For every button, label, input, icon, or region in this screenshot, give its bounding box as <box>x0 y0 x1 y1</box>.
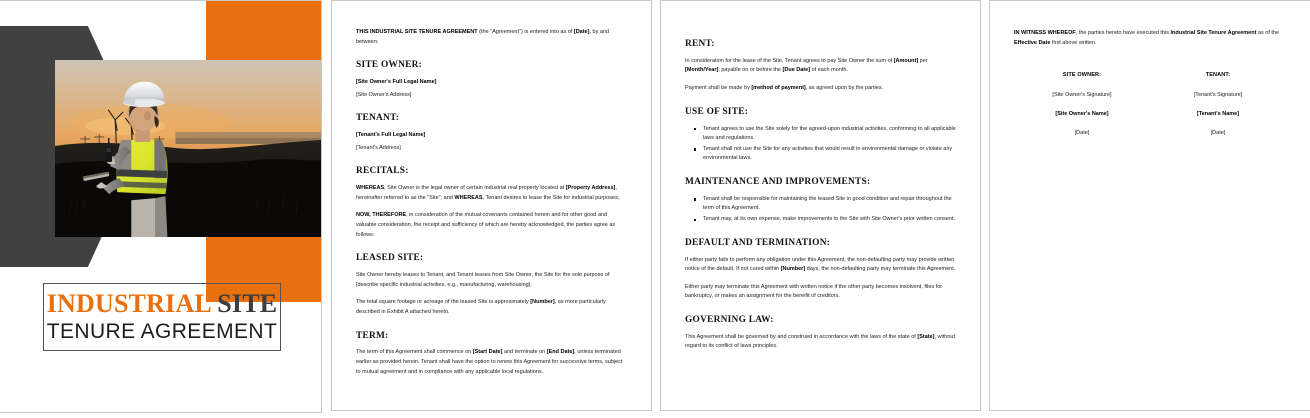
rent-text-1: In consideration for the lease of the Site, Tenant agrees to pay Site Owner the sum of <box>685 57 894 64</box>
rent-bold-amount: [Amount] <box>893 57 919 64</box>
payment-text-1: Payment shall be made by <box>685 85 752 92</box>
heading-default-and-termination: DEFAULT AND TERMINATION: <box>685 237 831 248</box>
heading-governing-law: GOVERNING LAW: <box>685 315 774 325</box>
heading-tenant: TENANT: <box>356 113 400 124</box>
intro-lead-bold: THIS INDUSTRIAL SITE TENURE AGREEMENT <box>356 29 478 35</box>
heading-term: TERM: <box>356 330 389 341</box>
signature-date-placeholder: [Date] <box>1074 130 1090 137</box>
rent-bold-period: [Month/Year] <box>685 67 719 74</box>
term-text-3: , unless terminated earlier as provided herein. Tenant shall have the option to renew this Agreement for successive terms, subject to mutual agreement and in compliance with any applicable local regulations. <box>356 349 623 375</box>
leased-site-bold-number: [Number] <box>530 299 555 306</box>
cover-orange-block-top <box>206 1 321 61</box>
cover-title-primary <box>47 290 278 317</box>
whereas-text-3: , Tenant desires to lease the Site for industrial purposes; <box>482 194 620 201</box>
intro-text-1: (the "Agreement") is entered into as of <box>477 29 574 35</box>
witness-bold-effective-date: Effective Date <box>1014 39 1051 46</box>
cover-title-subtitle: TENURE AGREEMENT <box>46 319 278 343</box>
heading-rent: RENT: <box>685 39 715 49</box>
signature-block <box>1014 72 1286 136</box>
payment-text-2: , as agreed upon by the parties. <box>805 85 884 92</box>
now-therefore-bold: NOW, THEREFORE <box>356 212 407 219</box>
document-page-1-cover[interactable] <box>0 0 322 413</box>
heading-recitals: RECITALS: <box>356 166 409 177</box>
signature-column-site-owner <box>1014 72 1150 136</box>
cover-layout <box>0 1 321 412</box>
governing-text-2: , without regard to its conflict of laws principles. <box>685 333 955 350</box>
rent-text-2: per <box>918 57 928 64</box>
witness-text-2: as of the <box>1256 30 1280 36</box>
recitals-now-therefore-paragraph <box>356 211 627 240</box>
list-item: Tenant shall not use the Site for any activities that would result in environmental damage or violate any environmental laws. <box>703 145 956 164</box>
leased-site-paragraph-1: Site Owner hereby leases to Tenant, and Tenant leases from Site Owner, the Site for the sole purpose of [describe specific industrial activities, e.g., manufacturing, warehousing]. <box>356 272 610 288</box>
document-page-3[interactable] <box>660 0 981 411</box>
site-owner-name-value: [Site Owner's Full Legal Name] <box>356 79 437 86</box>
term-text-1: The term of this Agreement shall commence on <box>356 349 473 356</box>
intro-bold-date: [Date] <box>573 29 590 35</box>
witness-text-1: , the parties hereto have executed this <box>1075 30 1171 36</box>
heading-site-owner: SITE OWNER: <box>356 60 423 71</box>
recitals-whereas-paragraph <box>356 184 627 203</box>
witness-text-3: first above written. <box>1050 39 1097 46</box>
default-text-2: days, the non-defaulting party may terminate this Agreement. <box>805 266 956 273</box>
tenant-name-value: [Tenant's Full Legal Name] <box>356 132 426 139</box>
payment-bold-method: [method of payment] <box>751 85 806 92</box>
governing-text-1: This Agreement shall be governed by and construed in accordance with the laws of the state of <box>685 333 918 340</box>
whereas-text-1: , Site Owner is the legal owner of certain industrial real property located at <box>384 185 566 192</box>
signature-line-placeholder: [Tenant's Signature] <box>1193 92 1243 99</box>
rent-text-4: of each month. <box>810 67 848 74</box>
whereas-bold-2: WHEREAS <box>454 194 483 201</box>
site-owner-address: [Site Owner's Address] <box>356 91 412 98</box>
page-2-body <box>356 28 627 385</box>
cover-title-box <box>43 283 281 351</box>
default-text-1: If either party fails to perform any obligation under this Agreement, the non-defaulting party may provide written notice of the default. If not cured within <box>685 256 955 273</box>
rent-text-3: , payable on or before the <box>718 67 783 74</box>
whereas-text-2: , hereinafter referred to as the "Site"; and <box>356 185 617 201</box>
use-of-site-bullet-list <box>685 125 956 165</box>
leased-site-text-2: , as more particularly described in Exhibit A attached hereto. <box>356 299 606 315</box>
default-paragraph-2: Either party may terminate this Agreement with written notice if the other party becomes insolvent, files for bankruptcy, or makes an assignment for the benefit of creditors. <box>685 283 943 300</box>
term-paragraph <box>356 348 627 377</box>
rent-paragraph-1 <box>685 57 956 76</box>
witness-paragraph <box>1014 29 1286 48</box>
intro-paragraph <box>356 28 627 47</box>
default-bold-number: [Number] <box>780 266 806 273</box>
leased-site-text-1: The total square footage or acreage of the leased Site is approximately <box>356 299 531 306</box>
heading-leased-site: LEASED SITE: <box>356 253 424 264</box>
maintenance-bullet-list <box>685 195 956 225</box>
signature-name-placeholder: [Tenant's Name] <box>1196 111 1240 118</box>
term-bold-end-date: [End Date] <box>546 349 575 356</box>
page-3-body <box>685 39 956 360</box>
signature-date-placeholder: [Date] <box>1210 130 1226 137</box>
signature-role-label: SITE OWNER: <box>1062 72 1102 79</box>
cover-photo-illustration <box>55 60 321 237</box>
intro-text-2: , by and between: <box>356 29 610 45</box>
heading-maintenance-and-improvements: MAINTENANCE AND IMPROVEMENTS: <box>685 177 871 187</box>
cover-title-word-site: SITE <box>210 289 278 319</box>
term-text-2: and terminate on <box>502 349 547 356</box>
now-therefore-text: , in consideration of the mutual covenants contained herein and for other good and valuable consideration, the receipt and sufficiency of which are hereby acknowledged, the parties agree as follows: <box>356 212 616 238</box>
tenant-name <box>356 131 627 141</box>
document-page-2[interactable] <box>331 0 652 411</box>
leased-site-paragraph-2 <box>356 298 627 317</box>
document-page-4[interactable] <box>989 0 1310 411</box>
signature-role-label: TENANT: <box>1205 72 1231 79</box>
list-item: Tenant shall be responsible for maintaining the leased Site in good condition and repair throughout the term of this Agreement. <box>703 195 956 214</box>
rent-bold-due-date: [Due Date] <box>782 67 811 74</box>
signature-column-tenant <box>1150 72 1286 136</box>
tenant-address: [Tenant's Address] <box>356 144 401 151</box>
list-item: Tenant may, at its own expense, make improvements to the Site with Site Owner's prior written consent. <box>703 215 956 225</box>
cover-title-word-industrial: INDUSTRIAL <box>46 289 211 319</box>
governing-bold-state: [State] <box>917 333 935 340</box>
whereas-bold-1: WHEREAS <box>356 185 385 192</box>
whereas-bold-property-address: [Property Address] <box>565 185 616 192</box>
witness-bold-agreement-name: Industrial Site Tenure Agreement <box>1170 30 1257 36</box>
list-item: Tenant agrees to use the Site solely for the agreed-upon industrial activities, conforming to all applicable laws and regulations. <box>703 125 956 144</box>
heading-use-of-site: USE OF SITE: <box>685 106 749 117</box>
page-4-body <box>1014 29 1286 136</box>
term-bold-start-date: [Start Date] <box>472 349 503 356</box>
rent-paragraph-2 <box>685 84 956 94</box>
signature-name-placeholder: [Site Owner's Name] <box>1055 111 1109 118</box>
witness-bold-1: IN WITNESS WHEREOF <box>1014 30 1076 36</box>
default-paragraph-1 <box>685 256 956 275</box>
site-owner-name <box>356 78 627 88</box>
cover-photo-industrial-worker <box>55 60 321 237</box>
signature-line-placeholder: [Site Owner's Signature] <box>1052 92 1112 99</box>
governing-law-paragraph <box>685 333 956 352</box>
